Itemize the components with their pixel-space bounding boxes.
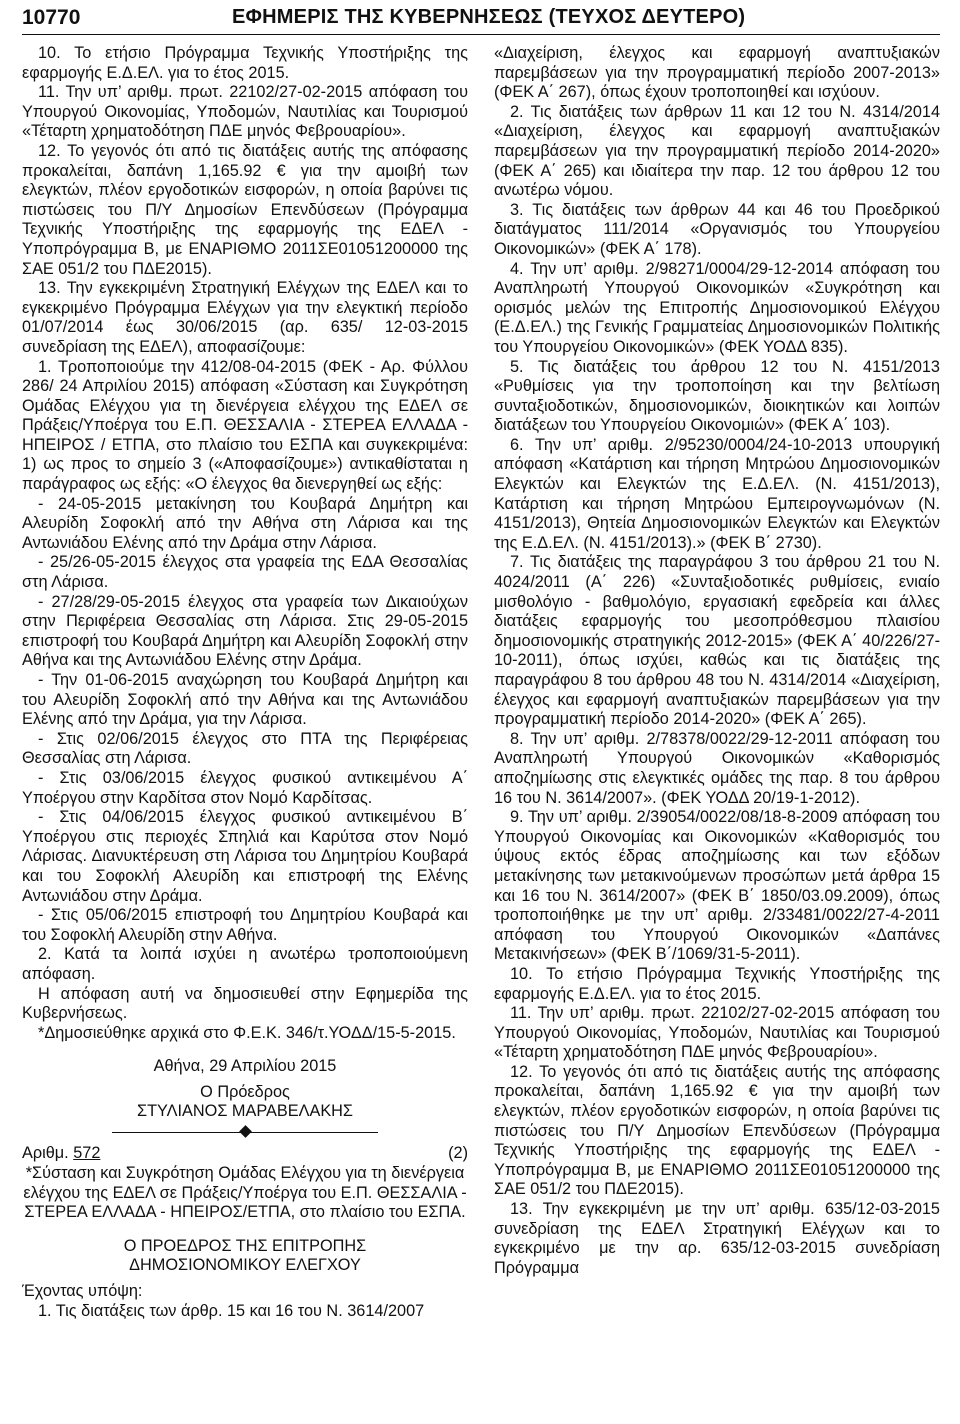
paragraph: - Στις 03/06/2015 έλεγχος φυσικού αντικειμένου Α΄ Υποέργου στην Καρδίτσα στον Νομό Καρδίτσας. [22,768,468,807]
paragraph: 11. Την υπ’ αριθμ. πρωτ. 22102/27-02-2015 απόφαση του Υπουργού Οικονομίας, Υποδομών, Ναυτιλίας και Τουρισμού «Τέταρτη χρηματοδότηση ΠΔΕ μηνός Φεβρουαρίου». [494,1004,940,1062]
paragraph: 13. Την εγκεκριμένη με την υπ’ αριθμ. 635/12-03-2015 συνεδρίαση της ΕΔΕΛ Στρατηγική Ελέγχων και το εγκεκριμένο με την αρ. 635/12-03-2015 συνεδρίαση Πρόγραμμα [494,1200,940,1277]
committee-subtitle: ΔΗΜΟΣΙΟΝΟΜΙΚΟΥ ΕΛΕΓΧΟΥ [129,1256,361,1275]
paragraph: - 27/28/29-05-2015 έλεγχος στα γραφεία των Δικαιούχων στην Περιφέρεια Θεσσαλίας στη Λάρισα. Στις 29-05-2015 επιστροφή του Κουβαρά Δημήτρη και Αλευρίδη Σοφοκλή στην Αθήνα και της Αντωνιάδου Ελένης στην Δράμα. [22,592,468,670]
paragraph: - 25/26-05-2015 έλεγχος στα γραφεία της ΕΔΑ Θεσσαλίας στη Λάρισα. [22,553,468,592]
paragraph: 3. Τις διατάξεις των άρθρων 44 και 46 του Προεδρικού διατάγματος 111/2014 «Οργανισμός του Υπουργείου Οικονομικών» (ΦΕΚ Α΄ 178). [494,200,940,258]
right-column [494,44,940,1424]
paragraph: 13. Την εγκεκριμένη Στρατηγική Ελέγχων της ΕΔΕΛ και το εγκεκριμένο Πρόγραμμα Ελέγχων για την ελεγκτική περίοδο 01/07/2014 έως 30/06/2015 (αρ. 635/ 12-03-2015 συνεδρίαση της ΕΔΕΛ), αποφασίζουμε: [22,279,468,356]
spacer [22,1223,468,1237]
paragraph: - 24-05-2015 μετακίνηση του Κουβαρά Δημήτρη και Αλευρίδη Σοφοκλή από την Αθήνα στη Λάρισα και της Αντωνιάδου Ελένης από την Δράμα στην Λάρισα. [22,494,468,552]
paragraph: «Διαχείριση, έλεγχος και εφαρμογή αναπτυξιακών παρεμβάσεων για την προγραμματική περίοδο 2007-2013» (ΦΕΚ Α΄ 267), όπως έχουν τροποποιηθεί και ισχύουν. [494,44,940,102]
paragraph: - Στις 04/06/2015 έλεγχος φυσικού αντικειμένου Β΄ Υποέργου στις περιοχές Σπηλιά και Καρύτσα στον Νομό Λάρισας. Διανυκτέρευση στη Λάρισα του Δημητρίου Κουβαρά και του Σοφοκλή Αλευρίδη και επιστροφή της Ελένης Αντωνιάδου στην Δράμα. [22,808,468,905]
paragraph: Η απόφαση αυτή να δημοσιευθεί στην Εφημερίδα της Κυβερνήσεως. [22,984,468,1023]
paragraph: 12. Το γεγονός ότι από τις διατάξεις αυτής της απόφασης προκαλείται, δαπάνη 1,165.92 € για την αμοιβή των ελεγκτών, πλέον εργοδοτικών εισφορών, η οποία βαρύνει τις πιστώσεις του Π/Υ Δημοσίων Επενδύσεων (Πρόγραμμα Τεχνικής Υποστήριξης της εφαρμογής της ΕΔΕΛ - Υποπρόγραμμα Β, με ΕΝΑΡΙΘΜΟ 2011ΣΕ01051200000 της ΣΑΕ 051/2 του ΠΔΕ2015). [494,1062,940,1199]
decision-number-row [22,1144,468,1164]
paragraph: - Στις 02/06/2015 έλεγχος στο ΠΤΑ της Περιφέρειας Θεσσαλίας στη Λάρισα. [22,729,468,768]
left-column [22,44,468,1424]
paragraph: 1. Τροποποιούμε την 412/08-04-2015 (ΦΕΚ - Αρ. Φύλλου 286/ 24 Απριλίου 2015) απόφαση «Σύσταση και Συγκρότηση Ομάδας Ελέγχου για τη διενέργεια ελέγχου της ΕΔΕΛ σε Πράξεις/Υποέργα του Ε.Π. ΘΕΣΣΑΛΙΑ - ΣΤΕΡΕΑ ΕΛΛΑΔΑ - ΗΠΕΙΡΟΣ / ΕΤΠΑ, στο πλαίσιο του ΕΣΠΑ και συγκεκριμένα: 1) ως προς το σημείο 3 («Αποφασίζουμε») αντικαθίσταται η παράγραφος ως εξής: «Ο έλεγχος θα διενεργηθεί ως εξής: [22,357,468,494]
paragraph: *Δημοσιεύθηκε αρχικά στο Φ.Ε.Κ. 346/τ.ΥΟΔΔ/15-5-2015. [38,1023,456,1042]
signer-role: Ο Πρόεδρος [200,1082,290,1101]
paragraph: 12. Το γεγονός ότι από τις διατάξεις αυτής της απόφασης προκαλείται, δαπάνη 1,165.92 € για την αμοιβή των ελεγκτών, πλέον εργοδοτικών εισφορών, η οποία βαρύνει τις πιστώσεις του Π/Υ Δημοσίων Επενδύσεων (Πρόγραμμα Τεχνικής Υποστήριξης της εφαρμογής της ΕΔΕΛ - Υποπρόγραμμα Β, με ΕΝΑΡΙΘΜΟ 2011ΣΕ01051200000 της ΣΑΕ 051/2 του ΠΔΕ2015). [22,141,468,278]
header-rule [22,34,940,35]
page-header [22,4,940,38]
committee-title: Ο ΠΡΟΕΔΡΟΣ ΤΗΣ ΕΠΙΤΡΟΠΗΣ [123,1236,367,1255]
diamond-icon [239,1125,252,1138]
paragraph: 11. Την υπ’ αριθμ. πρωτ. 22102/27-02-2015 απόφαση του Υπουργού Οικονομίας, Υποδομών, Ναυτιλίας και Τουρισμού «Τέταρτη χρηματοδότηση ΠΔΕ μηνός Φεβρουαρίου». [22,83,468,141]
paragraph: 8. Την υπ’ αριθμ. 2/78378/0022/29-12-2011 απόφαση του Αναπληρωτή Υπουργού Οικονομικών «Καθορισμός αποζημίωσης στις ελεγκτικές ομάδες της παρ. 8 του άρθρου 16 του Ν. 3614/2007». (ΦΕΚ ΥΟΔΔ 20/19-1-2012). [494,729,940,807]
running-title: ΕΦΗΜΕΡΙΣ ΤΗΣ ΚΥΒΕΡΝΗΣΕΩΣ (ΤΕΥΧΟΣ ΔΕΥΤΕΡΟ) [232,6,746,28]
signer-name: ΣΤΥΛΙΑΝΟΣ ΜΑΡΑΒΕΛΑΚΗΣ [137,1102,353,1121]
paragraph: 10. Το ετήσιο Πρόγραμμα Τεχνικής Υποστήριξης της εφαρμογής Ε.Δ.ΕΛ. για το έτος 2015. [494,964,940,1003]
page-number: 10770 [22,6,81,29]
decision-suffix: (2) [448,1144,468,1163]
paragraph: 7. Τις διατάξεις της παραγράφου 3 του άρθρου 21 του Ν. 4024/2011 (Α΄ 226) «Συνταξιοδοτικές ρυθμίσεις, ενιαίο μισθολόγιο - βαθμολόγιο, εργασιακή εφεδρεία και άλλες διατάξεις εφαρμογής του μεσοπρόθεσμου πλαισίου δημοσιονομικής στρατηγικής 2012-2015» (ΦΕΚ Α΄ 40/226/27-10-2011), όπως ισχύει, καθώς και τις διατάξεις της παραγράφου 8 του άρθρου 48 του Ν. 4314/2014 «Διαχείριση, έλεγχος και εφαρμογή αναπτυξιακών παρεμβάσεων για την προγραμματική περίοδο 2014-2020» (ΦΕΚ Α΄ 265). [494,553,940,729]
paragraph: 2. Κατά τα λοιπά ισχύει η ανωτέρω τροποποιούμενη απόφαση. [22,945,468,983]
paragraph: 5. Τις διατάξεις του άρθρου 12 του Ν. 4151/2013 «Ρυθμίσεις για την τροποποίηση και την βελτίωση συνταξιοδοτικών, δημοσιονομικών, διοικητικών και λοιπών διατάξεων του Υπουργείου Οικονομιών» (ΦΕΚ Α΄ 103). [494,357,940,435]
paragraph: 4. Την υπ’ αριθμ. 2/98271/0004/29-12-2014 απόφαση του Αναπληρωτή Υπουργού Οικονομικών «Συγκρότηση και ορισμός μελών της Επιτροπής Δημοσιονομικού Ελέγχου (Ε.Δ.ΕΛ.) της Γενικής Γραμματείας Δημοσιονομικών Πολιτικής του Υπουργείου Οικονομικών» (ΦΕΚ ΥΟΔΔ 835). [494,259,940,356]
section-separator [22,1122,468,1144]
place-date: Αθήνα, 29 Απριλίου 2015 [153,1057,337,1076]
paragraph: - Στις 05/06/2015 επιστροφή του Δημητρίου Κουβαρά και του Σοφοκλή Αλευρίδη στην Αθήνα. [22,906,468,944]
paragraph: - Την 01-06-2015 αναχώρηση του Κουβαρά Δημήτρη και του Αλευρίδη Σοφοκλή από την Αθήνα και της Αντωνιάδου Ελένης από την Δράμα, για την Λάρισα. [22,671,468,729]
decision-number: Αριθμ. 572 [22,1144,101,1163]
paragraph: 2. Τις διατάξεις των άρθρων 11 και 12 του Ν. 4314/2014 «Διαχείριση, έλεγχος και εφαρμογή αναπτυξιακών παρεμβάσεων για την προγραμματική περίοδο 2014-2020» (ΦΕΚ Α΄ 265) και ιδιαίτερα την παρ. 12 του άρθρου 12 του ανωτέρω νόμου. [494,102,940,200]
decision-title: *Σύσταση και Συγκρότηση Ομάδας Ελέγχου για τη διενέργεια ελέγχου της ΕΔΕΛ σε Πράξεις/Υποέργα του Ε.Π. ΘΕΣΣΑΛΙΑ - ΣΤΕΡΕΑ ΕΛΛΑΔΑ - ΗΠΕΙΡΟΣ/ΕΤΠΑ, στο πλαίσιο του ΕΣΠΑ. [23,1164,467,1222]
paragraph: 9. Την υπ’ αριθμ. 2/39054/0022/08/18-8-2009 απόφαση του Υπουργού Οικονομίας και Οικονομικών «Καθορισμός του ύψους εκτός έδρας αποζημίωσης και των εξόδων μετακίνησης των μετακινούμενων προσώπων μετά άρθρα 15 και 16 του Ν. 3614/2007» (ΦΕΚ Β΄ 1850/03.09.2009), όπως τροποποιήθηκε με την υπ’ αριθμ. 2/33481/0022/27-4-2011 απόφαση του Υπουργού Οικονομικών «Δαπάνες Μετακινήσεων» (ΦΕΚ Β΄/1069/31-5-2011). [494,808,940,964]
having-regard: Έχοντας υπόψη: [22,1282,143,1301]
paragraph: 10. Το ετήσιο Πρόγραμμα Τεχνικής Υποστήριξης της εφαρμογής Ε.Δ.ΕΛ. για το έτος 2015. [22,44,468,82]
paragraph: 6. Την υπ’ αριθμ. 2/95230/0004/24-10-2013 υπουργική απόφαση «Κατάρτιση και τήρηση Μητρώου Δημοσιονομικών Ελεγκτών και Ελεγκτών της Ε.Δ.ΕΛ. (Ν. 4151/2013), Κατάρτιση και τήρηση Μητρώου Εμπειρογνωμόνων (Ν. 4151/2013), Θητεία Δημοσιονομικών Ελεγκτών και Ελεγκτών της Ε.Δ.ΕΛ. (Ν. 4151/2013).» (ΦΕΚ Β΄ 2730). [494,435,940,552]
paragraph: 1. Τις διατάξεις των άρθρ. 15 και 16 του Ν. 3614/2007 [38,1301,425,1320]
spacer [22,1043,468,1057]
